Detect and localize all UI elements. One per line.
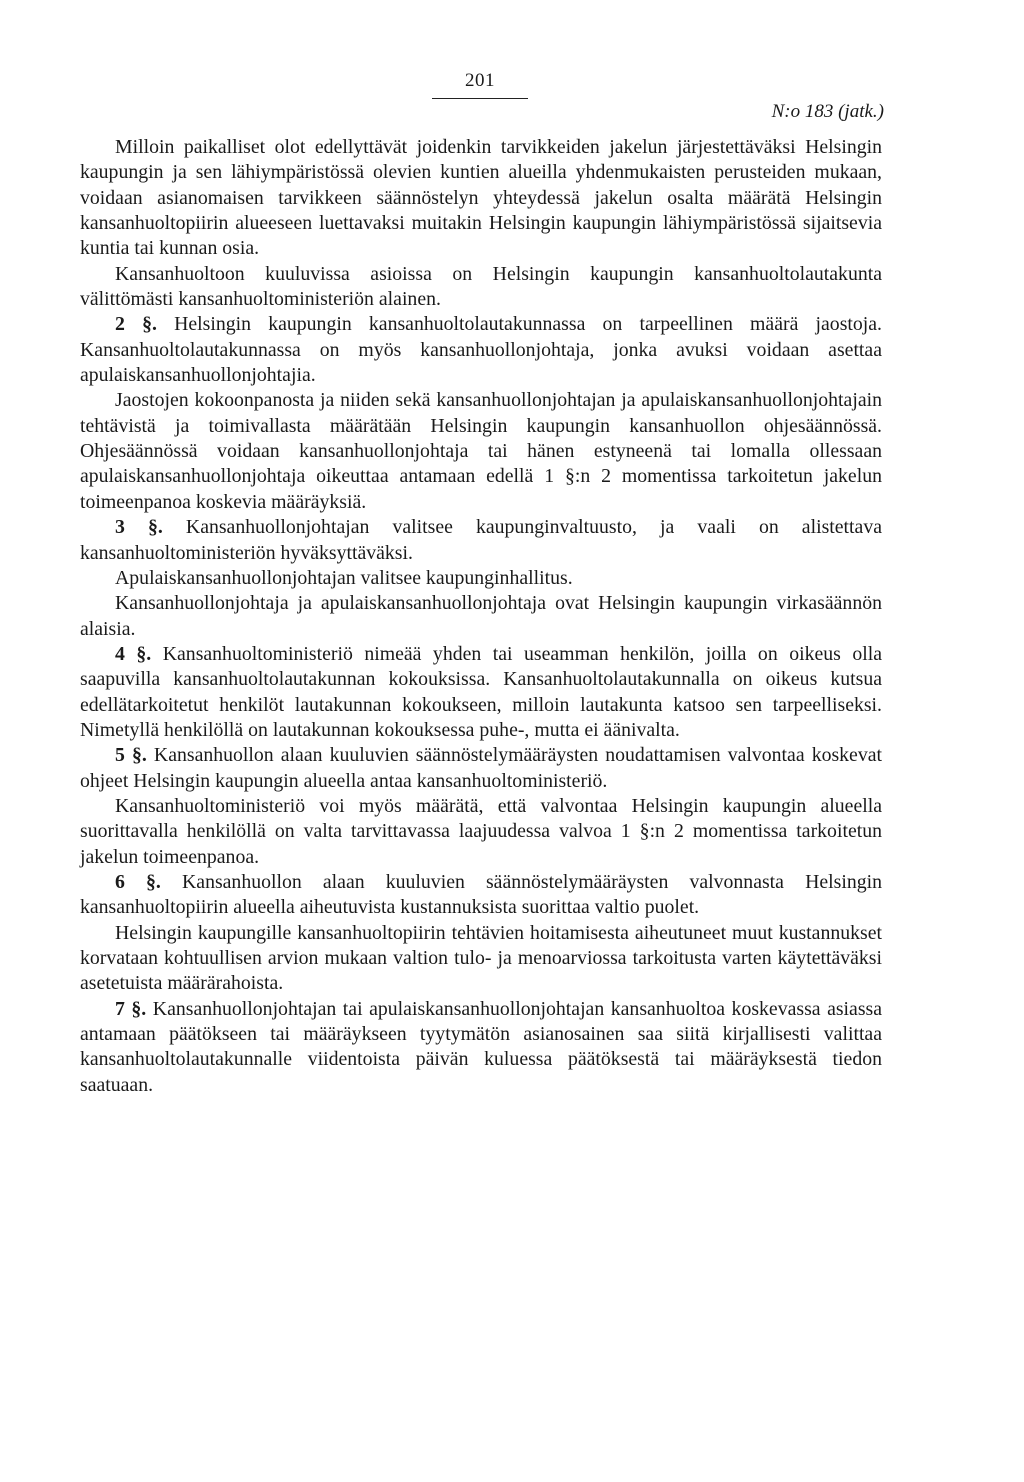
section-number: 3 §.: [115, 516, 163, 539]
section-number: 4 §.: [115, 642, 152, 665]
paragraph-text: Helsingin kaupungille kansanhuoltopiirin tehtävien hoitamisesta aiheutuneet muut kustannukset korvataan kohtuullisen arvion mukaan valtion tulo- ja menoarviossa tarkoitusta varten käytettäväksi asetetuista määrärahoista.: [80, 921, 882, 995]
paragraph: [80, 566, 882, 591]
paragraph-text: Kansanhuoltoministeriö voi myös määrätä, että valvontaa Helsingin kaupungin alueella suorittavalla henkilöllä on valta tarvittavassa laajuudessa valvoa 1 §:n 2 momentissa tarkoitetun jakelun toimeenpanoa.: [80, 794, 882, 868]
section-4: [80, 642, 882, 743]
paragraph-text: Kansanhuollonjohtajan tai apulaiskansanhuollonjohtajan kansanhuoltoa koskevassa asiassa antamaan päätökseen tai määräykseen tyytymätön asianosainen saa siitä kirjallisesti valittaa kansanhuoltolautakunnalle viidentoista päivän kuluessa päätöksestä tai määräyksestä tiedon saatuaan.: [80, 997, 882, 1096]
paragraph: [80, 921, 882, 997]
header-rule: [432, 98, 528, 99]
section-number: 7 §.: [115, 997, 147, 1020]
section-7: [80, 997, 882, 1098]
section-number: 5 §.: [115, 744, 147, 767]
section-3: [80, 515, 882, 566]
paragraph: [80, 794, 882, 870]
paragraph-text: Jaostojen kokoonpanosta ja niiden sekä kansanhuollonjohtajan ja apulaiskansanhuollonjohtajain tehtävistä ja toimivallasta määrätään Helsingin kaupungin kansanhuollon ohjesäännössä. Ohjesäännössä voidaan kansanhuollonjohtaja tai hänen estyneenä tai lomalla ollessaan apulaiskansanhuollonjohtaja oikeuttaa antamaan edellä 1 §:n 2 momentissa tarkoitetun jakelun toimeenpanoa koskevia määräyksiä.: [80, 389, 882, 513]
section-2: [80, 312, 882, 388]
paragraph-text: Kansanhuollonjohtajan valitsee kaupunginvaltuusto, ja vaali on alistettava kansanhuoltoministeriön hyväksyttäväksi.: [80, 516, 882, 564]
paragraph-text: Helsingin kaupungin kansanhuoltolautakunnassa on tarpeellinen määrä jaostoja. Kansanhuoltolautakunnassa on myös kansanhuollonjohtaja, jonka avuksi voidaan asettaa apulaiskansanhuollonjohtajia.: [80, 313, 883, 387]
section-5: [80, 743, 882, 794]
paragraph: [80, 262, 882, 313]
paragraph-text: Apulaiskansanhuollonjohtajan valitsee kaupunginhallitus.: [115, 566, 573, 589]
paragraph-text: Kansanhuoltoon kuuluvissa asioissa on Helsingin kaupungin kansanhuoltolautakunta välittömästi kansanhuoltoministeriön alainen.: [80, 262, 882, 311]
section-number: 2 §.: [115, 313, 157, 336]
paragraph-text: Kansanhuollon alaan kuuluvien säännöstelymääräysten noudattamisen valvontaa koskevat ohjeet Helsingin kaupungin alueella antaa kansanhuoltoministeriö.: [80, 744, 883, 792]
paragraph: [80, 388, 882, 515]
paragraph-text: Milloin paikalliset olot edellyttävät joidenkin tarvikkeiden jakelun järjestettäväksi Helsingin kaupungin ja sen lähiympäristössä olevien kuntien alueilla yhdenmukaisten perusteiden mukaan, voidaan asianomaisen tarvikkeen säännöstelyn yhteydessä jakelun osalta määrätä Helsingin kansanhuoltopiirin alueeseen luettavaksi muitakin Helsingin kaupungin lähiympäristössä sijaitsevia kuntia tai kunnan osia.: [80, 136, 882, 260]
section-number: 6 §.: [115, 870, 161, 893]
paragraph-text: Kansanhuoltoministeriö nimeää yhden tai useamman henkilön, joilla on oikeus olla saapuvilla kansanhuoltolautakunnan kokouksissa. Kansanhuoltolautakunnalla on oikeus kutsua edellätarkoitetut henkilöt lautakunnan kokoukseen, milloin lautakunta katsoo sen tarpeelliseksi. Nimetyllä henkilöllä on lautakunnan kokouksessa puhe-, mutta ei äänivalta.: [80, 642, 883, 741]
statute-reference: N:o 183 (jatk.): [771, 101, 884, 122]
paragraph-text: Kansanhuollonjohtaja ja apulaiskansanhuollonjohtaja ovat Helsingin kaupungin virkasäännön alaisia.: [80, 592, 882, 640]
paragraph-text: Kansanhuollon alaan kuuluvien säännöstelymääräysten valvonnasta Helsingin kansanhuoltopiirin alueella aiheutuvista kustannuksista suorittaa valtio puolet.: [80, 870, 883, 919]
body-text: [80, 135, 882, 1098]
page-number: 201: [465, 70, 495, 91]
section-6: [80, 870, 882, 921]
paragraph: [80, 135, 882, 262]
paragraph: [80, 591, 882, 642]
